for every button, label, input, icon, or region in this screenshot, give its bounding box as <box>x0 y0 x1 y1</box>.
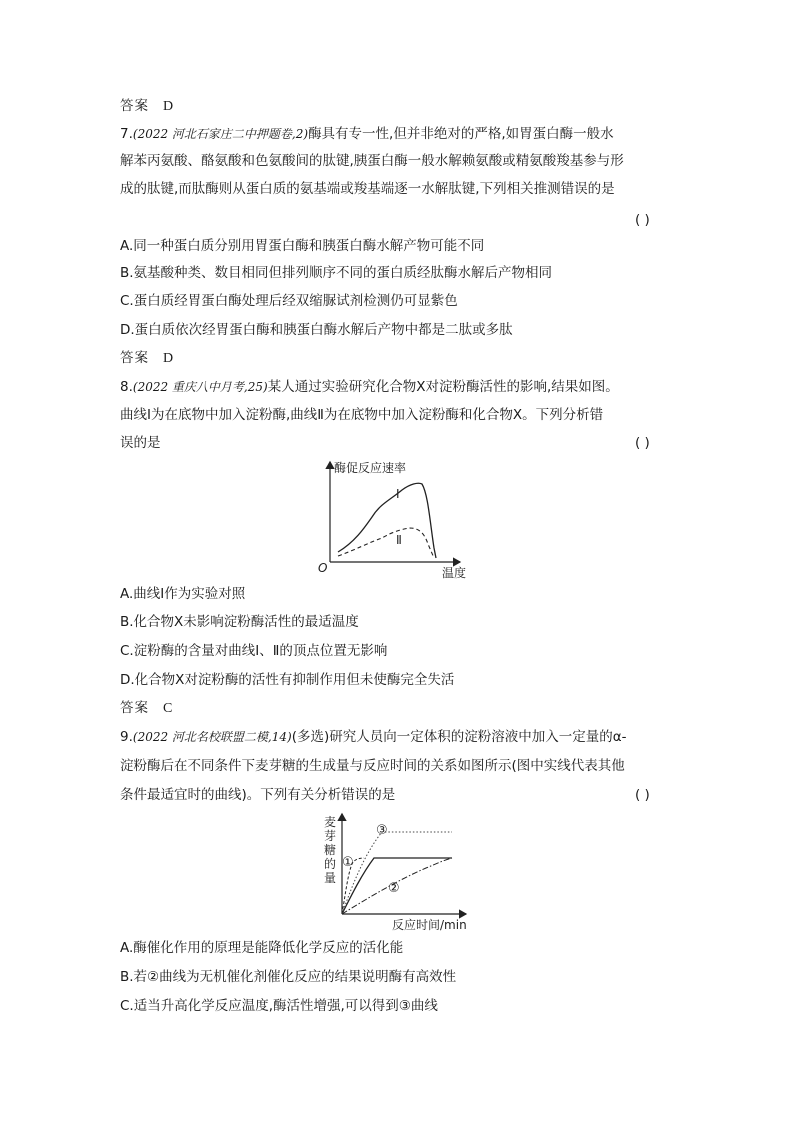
q7-stem-line2: 解苯丙氨酸、酪氨酸和色氨酸间的肽键,胰蛋白酶一般水解赖氨酸或精氨酸羧基参与形 <box>120 153 624 169</box>
y-axis-label: 酶促反应速率 <box>334 461 407 475</box>
q8-option-d: D.化合物X对淀粉酶的活性有抑制作用但未使酶完全失活 <box>120 672 455 688</box>
y-axis-label-3: 糖 <box>324 843 337 857</box>
y-axis-label-5: 量 <box>324 871 337 885</box>
q9-option-a: A.酶催化作用的原理是能降低化学反应的活化能 <box>120 940 404 956</box>
curve-3-label: ③ <box>376 823 388 838</box>
q9-stem-line2: 淀粉酶后在不同条件下麦芽糖的生成量与反应时间的关系如图所示(图中实线代表其他 <box>120 758 625 774</box>
q8-figure <box>310 452 490 584</box>
question-source: (2022 河北名校联盟二模,14) <box>132 730 292 744</box>
answer-label: 答案 <box>120 350 149 366</box>
answer-label: 答案 <box>120 700 149 716</box>
answer-value: D <box>163 99 174 114</box>
y-axis-label-1: 麦 <box>324 815 337 829</box>
curve-1-label: ① <box>342 855 354 870</box>
q7-answer <box>120 348 173 369</box>
curve-1 <box>338 483 436 558</box>
q7-option-d: D.蛋白质依次经胃蛋白酶和胰蛋白酶水解后产物中都是二肽或多肽 <box>120 322 513 338</box>
q9-answer-blank: ( ) <box>635 787 650 803</box>
curve-2 <box>338 528 434 558</box>
question-number: 7. <box>120 126 133 142</box>
answer-value: D <box>163 351 174 366</box>
q7-option-a: A.同一种蛋白质分别用胃蛋白酶和胰蛋白酶水解产物可能不同 <box>120 238 485 254</box>
q9-option-c: C.适当升高化学反应温度,酶活性增强,可以得到③曲线 <box>120 998 438 1014</box>
x-axis-label: 反应时间/min <box>392 918 467 932</box>
q8-stem-line3: 误的是 <box>120 435 161 451</box>
q9-option-b: B.若②曲线为无机催化剂催化反应的结果说明酶有高效性 <box>120 969 457 985</box>
curve-2-label: ② <box>388 881 400 896</box>
q9-figure <box>318 810 478 934</box>
q8-stem-line2: 曲线Ⅰ为在底物中加入淀粉酶,曲线Ⅱ为在底物中加入淀粉酶和化合物X。下列分析错 <box>120 407 604 423</box>
y-axis-label-4: 的 <box>324 857 337 871</box>
stem-text: 某人通过实验研究化合物X对淀粉酶活性的影响,结果如图。 <box>267 379 619 395</box>
curve-3 <box>342 832 452 914</box>
q7-stem-line1 <box>120 124 614 144</box>
q8-answer <box>120 698 172 719</box>
y-axis-label-2: 芽 <box>324 829 337 843</box>
curve-2-label: Ⅱ <box>396 533 402 547</box>
question-number: 9. <box>120 729 133 745</box>
q9-stem-line1 <box>120 727 627 747</box>
q8-stem-line1 <box>120 377 619 397</box>
q8-answer-blank: ( ) <box>635 435 650 451</box>
curve-1-label: Ⅰ <box>396 487 400 501</box>
stem-text: (多选)研究人员向一定体积的淀粉溶液中加入一定量的α- <box>291 729 627 745</box>
q9-stem-line3: 条件最适宜时的曲线)。下列有关分析错误的是 <box>120 787 396 803</box>
q7-option-c: C.蛋白质经胃蛋白酶处理后经双缩脲试剂检测仍可显紫色 <box>120 293 458 309</box>
q7-option-b: B.氨基酸种类、数目相同但排列顺序不同的蛋白质经肽酶水解后产物相同 <box>120 265 553 281</box>
q6-answer <box>120 96 173 117</box>
q7-stem-line3: 成的肽键,而肽酶则从蛋白质的氨基端或羧基端逐一水解肽键,下列相关推测错误的是 <box>120 181 615 197</box>
q7-answer-blank: ( ) <box>635 212 650 228</box>
question-source: (2022 重庆八中月考,25) <box>132 380 268 394</box>
q8-option-a: A.曲线Ⅰ作为实验对照 <box>120 586 246 602</box>
x-axis-label: 温度 <box>442 566 467 580</box>
question-number: 8. <box>120 379 133 395</box>
q8-option-b: B.化合物X未影响淀粉酶活性的最适温度 <box>120 614 359 630</box>
stem-text: 酶具有专一性,但并非绝对的严格,如胃蛋白酶一般水 <box>308 126 614 142</box>
q8-option-c: C.淀粉酶的含量对曲线Ⅰ、Ⅱ的顶点位置无影响 <box>120 643 388 659</box>
answer-value: C <box>163 701 173 716</box>
origin-label: O <box>318 561 328 575</box>
question-source: (2022 河北石家庄二中押题卷,2) <box>132 127 309 141</box>
answer-label: 答案 <box>120 98 149 114</box>
